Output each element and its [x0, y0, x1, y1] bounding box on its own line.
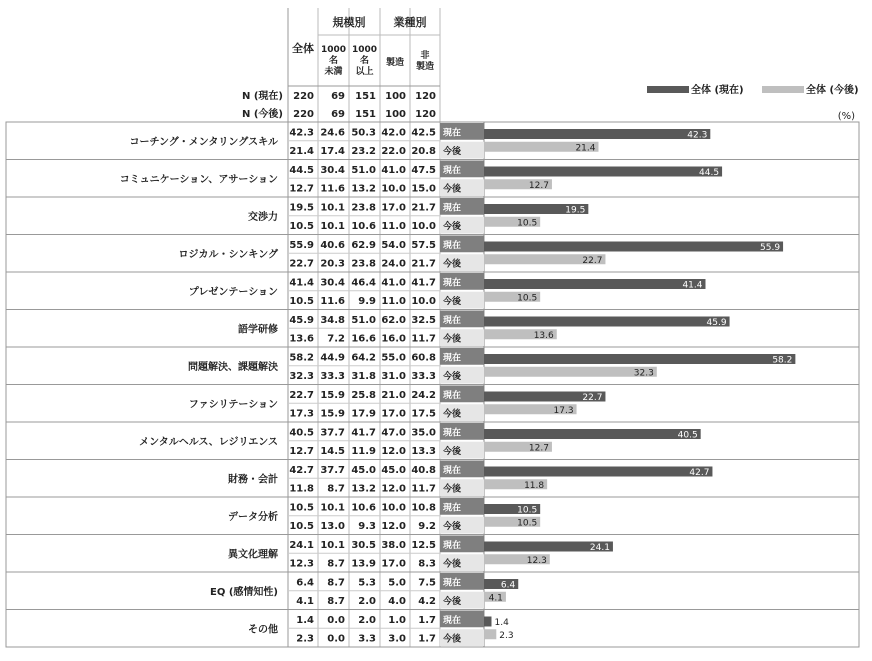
table-cell-value: 17.3 — [289, 408, 314, 420]
bar-current — [484, 167, 722, 177]
bar-value-label: 12.7 — [528, 443, 549, 454]
table-cell-value: 10.1 — [320, 221, 345, 233]
row-tag: 今後 — [443, 372, 462, 383]
table-cell-value: 51.0 — [351, 164, 376, 176]
table-cell-value: 11.7 — [411, 483, 436, 495]
table-cell-value: 13.3 — [411, 446, 436, 458]
table-cell-value: 33.3 — [411, 371, 436, 383]
table-cell-value: 11.7 — [411, 333, 436, 345]
table-cell-value: 22.7 — [289, 389, 314, 401]
table-cell-value: 16.6 — [351, 333, 376, 345]
header-total: 全体 — [292, 42, 314, 55]
bar-value-label: 32.3 — [633, 368, 654, 379]
table-cell-value: 12.0 — [381, 521, 406, 533]
row-tag: 今後 — [443, 184, 462, 195]
table-cell-value: 9.3 — [358, 521, 376, 533]
table-cell-value: 55.9 — [289, 239, 314, 251]
table-cell-value: 3.0 — [388, 633, 406, 645]
table-cell-value: 45.9 — [289, 314, 314, 326]
table-cell-value: 17.5 — [411, 408, 436, 420]
n-row-value: 151 — [355, 109, 376, 120]
table-cell-value: 31.0 — [381, 371, 406, 383]
table-cell-value: 5.3 — [358, 577, 376, 589]
row-tag: 現在 — [443, 465, 462, 476]
row-tag: 現在 — [443, 165, 462, 176]
table-cell-value: 23.8 — [351, 202, 376, 214]
table-cell-value: 7.5 — [418, 577, 436, 589]
category-label: 財務・会計 — [228, 474, 278, 486]
bar-current — [484, 279, 705, 289]
table-cell-value: 10.0 — [381, 183, 406, 195]
table-cell-value: 10.5 — [289, 221, 314, 233]
bar-value-label: 17.3 — [553, 405, 574, 416]
row-tag: 現在 — [443, 390, 462, 401]
category-label: 交渉力 — [248, 211, 278, 223]
header-col-large: 1000 名以上 — [351, 45, 378, 77]
bar-future — [484, 367, 657, 377]
bar-value-label: 1.4 — [494, 618, 509, 628]
table-cell-value: 0.0 — [327, 614, 345, 626]
table-cell-value: 11.8 — [289, 483, 314, 495]
table-cell-value: 13.9 — [351, 558, 376, 570]
bar-value-label: 11.8 — [524, 480, 545, 491]
table-cell-value: 10.6 — [351, 221, 376, 233]
table-cell-value: 10.5 — [289, 296, 314, 308]
table-cell-value: 50.3 — [351, 127, 376, 139]
bar-future — [484, 629, 496, 639]
bar-value-label: 22.7 — [582, 393, 603, 403]
table-cell-value: 41.0 — [381, 277, 406, 289]
bar-value-label: 22.7 — [582, 255, 603, 266]
row-tag: 今後 — [443, 484, 462, 495]
table-cell-value: 2.0 — [358, 596, 376, 608]
bar-value-label: 19.5 — [565, 205, 586, 216]
table-cell-value: 17.4 — [320, 146, 345, 158]
table-cell-value: 4.2 — [418, 596, 436, 608]
table-cell-value: 4.1 — [296, 596, 314, 608]
table-cell-value: 11.9 — [351, 446, 376, 458]
table-cell-value: 21.4 — [289, 146, 314, 158]
row-tag: 今後 — [443, 222, 462, 233]
table-cell-value: 10.6 — [351, 502, 376, 514]
n-row-value: 120 — [415, 91, 436, 102]
table-cell-value: 47.5 — [411, 164, 436, 176]
category-label: プレゼンテーション — [188, 286, 278, 298]
table-cell-value: 22.7 — [289, 258, 314, 270]
bar-value-label: 21.4 — [575, 143, 596, 154]
table-cell-value: 8.3 — [418, 558, 436, 570]
table-cell-value: 38.0 — [381, 539, 406, 551]
table-cell-value: 45.0 — [381, 464, 406, 476]
row-tag: 現在 — [443, 128, 462, 139]
row-tag: 現在 — [443, 353, 462, 364]
category-label: ファシリテーション — [188, 399, 278, 411]
bar-current — [484, 242, 783, 252]
table-cell-value: 37.7 — [320, 427, 345, 439]
table-cell-value: 22.0 — [381, 146, 406, 158]
table-cell-value: 60.8 — [411, 352, 436, 364]
table-cell-value: 19.5 — [289, 202, 314, 214]
table-cell-value: 8.7 — [327, 577, 345, 589]
header-col-non-manufacturing: 非製造 — [415, 51, 435, 72]
table-cell-value: 42.7 — [289, 464, 314, 476]
table-cell-value: 2.3 — [296, 633, 314, 645]
table-cell-value: 21.0 — [381, 389, 406, 401]
bar-current — [484, 467, 712, 477]
table-cell-value: 24.2 — [411, 389, 436, 401]
table-cell-value: 12.0 — [381, 483, 406, 495]
table-cell-value: 10.5 — [289, 521, 314, 533]
row-tag: 今後 — [443, 147, 462, 158]
table-cell-value: 24.0 — [381, 258, 406, 270]
table-cell-value: 31.8 — [351, 371, 376, 383]
table-cell-value: 47.0 — [381, 427, 406, 439]
row-tag: 今後 — [443, 522, 462, 533]
table-cell-value: 21.7 — [411, 202, 436, 214]
table-cell-value: 51.0 — [351, 314, 376, 326]
n-row-value: 151 — [355, 91, 376, 102]
row-tag: 今後 — [443, 447, 462, 458]
bar-current — [484, 429, 701, 439]
row-tag: 現在 — [443, 578, 462, 589]
category-label: 異文化理解 — [228, 549, 278, 561]
table-cell-value: 62.0 — [381, 314, 406, 326]
table-cell-value: 17.9 — [351, 408, 376, 420]
bar-value-label: 10.5 — [517, 518, 538, 529]
n-row-value: 220 — [293, 91, 314, 102]
n-row-value: 100 — [385, 91, 406, 102]
bar-value-label: 55.9 — [760, 243, 781, 253]
table-cell-value: 5.0 — [388, 577, 406, 589]
table-cell-value: 40.5 — [289, 427, 314, 439]
row-tag: 今後 — [443, 259, 462, 270]
table-cell-value: 64.2 — [351, 352, 376, 364]
table-cell-value: 6.4 — [296, 577, 314, 589]
bar-value-label: 6.4 — [500, 580, 516, 591]
table-cell-value: 10.0 — [411, 296, 436, 308]
table-cell-value: 44.9 — [320, 352, 345, 364]
row-tag: 現在 — [443, 278, 462, 289]
n-row-value: 120 — [415, 109, 436, 120]
table-cell-value: 1.4 — [296, 614, 314, 626]
bar-value-label: 24.1 — [589, 543, 610, 553]
table-cell-value: 30.4 — [320, 277, 345, 289]
table-cell-value: 41.7 — [351, 427, 376, 439]
bar-current — [484, 617, 491, 627]
table-cell-value: 10.1 — [320, 202, 345, 214]
header-industry-group: 業種別 — [393, 16, 427, 29]
table-cell-value: 1.7 — [418, 614, 436, 626]
n-row-value: 100 — [385, 109, 406, 120]
table-cell-value: 16.0 — [381, 333, 406, 345]
table-cell-value: 10.1 — [320, 539, 345, 551]
table-cell-value: 12.7 — [289, 183, 314, 195]
row-tag: 今後 — [443, 409, 462, 420]
category-label: コーチング・メンタリングスキル — [129, 136, 278, 148]
table-cell-value: 42.5 — [411, 127, 436, 139]
table-cell-value: 4.0 — [388, 596, 406, 608]
bar-value-label: 10.5 — [517, 505, 538, 516]
table-cell-value: 41.7 — [411, 277, 436, 289]
bar-value-label: 10.5 — [517, 218, 538, 229]
header-col-manufacturing: 製造 — [385, 58, 405, 68]
table-cell-value: 42.0 — [381, 127, 406, 139]
bar-value-label: 10.5 — [517, 293, 538, 304]
table-cell-value: 11.0 — [381, 221, 406, 233]
table-cell-value: 9.9 — [358, 296, 376, 308]
legend-label-future: 全体 (今後) — [806, 85, 859, 96]
table-cell-value: 12.5 — [411, 539, 436, 551]
table-cell-value: 7.2 — [327, 333, 345, 345]
table-cell-value: 34.8 — [320, 314, 345, 326]
table-cell-value: 40.8 — [411, 464, 436, 476]
table-cell-value: 35.0 — [411, 427, 436, 439]
table-cell-value: 10.0 — [411, 221, 436, 233]
table-cell-value: 10.0 — [381, 502, 406, 514]
category-label: ロジカル・シンキング — [178, 249, 278, 261]
bar-value-label: 58.2 — [772, 355, 793, 366]
header-scale-group: 規模別 — [332, 16, 366, 29]
bar-value-label: 44.5 — [699, 168, 720, 178]
bar-value-label: 42.3 — [687, 130, 708, 141]
n-row-label: N (現在) — [242, 91, 283, 102]
table-cell-value: 23.2 — [351, 146, 376, 158]
table-cell-value: 9.2 — [418, 521, 436, 533]
table-cell-value: 62.9 — [351, 239, 376, 251]
n-row-value: 69 — [331, 109, 345, 120]
bar-current — [484, 354, 795, 364]
row-tag: 今後 — [443, 597, 462, 608]
table-cell-value: 41.0 — [381, 164, 406, 176]
row-tag: 現在 — [443, 503, 462, 514]
table-cell-value: 41.4 — [289, 277, 314, 289]
bar-value-label: 40.5 — [677, 430, 698, 441]
bar-value-label: 12.7 — [528, 180, 549, 191]
row-tag: 現在 — [443, 203, 462, 214]
table-cell-value: 44.5 — [289, 164, 314, 176]
n-row-label: N (今後) — [242, 109, 283, 120]
bar-value-label: 2.3 — [499, 630, 514, 641]
bar-value-label: 12.3 — [526, 555, 547, 566]
table-cell-value: 32.5 — [411, 314, 436, 326]
row-tag: 今後 — [443, 297, 462, 308]
n-row-value: 69 — [331, 91, 345, 102]
table-cell-value: 8.7 — [327, 596, 345, 608]
row-tag: 今後 — [443, 559, 462, 570]
table-cell-value: 10.8 — [411, 502, 436, 514]
table-cell-value: 32.3 — [289, 371, 314, 383]
table-cell-value: 1.0 — [388, 614, 406, 626]
row-tag: 今後 — [443, 334, 462, 345]
category-label: 問題解決、課題解決 — [188, 361, 278, 373]
bar-value-label: 45.9 — [706, 318, 727, 328]
table-cell-value: 23.8 — [351, 258, 376, 270]
category-label: メンタルヘルス、レジリエンス — [139, 436, 278, 448]
table-cell-value: 54.0 — [381, 239, 406, 251]
header-col-small: 1000 名未満 — [320, 45, 347, 77]
category-label: EQ (感情知性) — [210, 586, 278, 598]
table-cell-value: 1.7 — [418, 633, 436, 645]
table-cell-value: 2.0 — [358, 614, 376, 626]
category-label: 語学研修 — [238, 324, 278, 336]
table-cell-value: 57.5 — [411, 239, 436, 251]
table-cell-value: 11.6 — [320, 183, 345, 195]
bar-value-label: 42.7 — [689, 468, 710, 478]
category-label: コミュニケーション、アサーション — [119, 174, 278, 186]
table-cell-value: 11.0 — [381, 296, 406, 308]
category-label: データ分析 — [228, 511, 278, 523]
unit-label: (%) — [837, 111, 855, 122]
bar-value-label: 13.6 — [533, 330, 554, 341]
table-cell-value: 58.2 — [289, 352, 314, 364]
table-cell-value: 37.7 — [320, 464, 345, 476]
table-cell-value: 12.3 — [289, 558, 314, 570]
table-cell-value: 20.3 — [320, 258, 345, 270]
bar-current — [484, 129, 710, 139]
n-row-value: 220 — [293, 109, 314, 120]
bar-current — [484, 317, 730, 327]
table-cell-value: 13.2 — [351, 483, 376, 495]
table-cell-value: 11.6 — [320, 296, 345, 308]
table-cell-value: 12.0 — [381, 446, 406, 458]
table-cell-value: 33.3 — [320, 371, 345, 383]
table-cell-value: 24.1 — [289, 539, 314, 551]
row-tag: 今後 — [443, 634, 462, 645]
table-cell-value: 25.8 — [351, 389, 376, 401]
table-cell-value: 15.9 — [320, 408, 345, 420]
table-cell-value: 30.4 — [320, 164, 345, 176]
table-cell-value: 17.0 — [381, 202, 406, 214]
table-cell-value: 13.6 — [289, 333, 314, 345]
table-cell-value: 21.7 — [411, 258, 436, 270]
legend-label-current: 全体 (現在) — [691, 85, 744, 96]
table-cell-value: 8.7 — [327, 483, 345, 495]
table-cell-value: 13.2 — [351, 183, 376, 195]
table-cell-value: 12.7 — [289, 446, 314, 458]
row-tag: 現在 — [443, 540, 462, 551]
table-cell-value: 42.3 — [289, 127, 314, 139]
table-cell-value: 20.8 — [411, 146, 436, 158]
table-cell-value: 17.0 — [381, 558, 406, 570]
table-cell-value: 10.5 — [289, 502, 314, 514]
table-cell-value: 30.5 — [351, 539, 376, 551]
table-cell-value: 55.0 — [381, 352, 406, 364]
category-label: その他 — [248, 624, 278, 636]
table-cell-value: 0.0 — [327, 633, 345, 645]
table-cell-value: 40.6 — [320, 239, 345, 251]
table-cell-value: 17.0 — [381, 408, 406, 420]
legend-swatch-future — [762, 86, 804, 93]
table-cell-value: 45.0 — [351, 464, 376, 476]
table-cell-value: 3.3 — [358, 633, 376, 645]
row-tag: 現在 — [443, 615, 462, 626]
legend-swatch-current — [647, 86, 689, 93]
row-tag: 現在 — [443, 428, 462, 439]
table-cell-value: 13.0 — [320, 521, 345, 533]
table-cell-value: 46.4 — [351, 277, 376, 289]
row-tag: 現在 — [443, 315, 462, 326]
table-cell-value: 24.6 — [320, 127, 345, 139]
row-tag: 現在 — [443, 240, 462, 251]
table-cell-value: 14.5 — [320, 446, 345, 458]
table-cell-value: 15.0 — [411, 183, 436, 195]
table-cell-value: 10.1 — [320, 502, 345, 514]
table-cell-value: 15.9 — [320, 389, 345, 401]
bar-value-label: 4.1 — [488, 593, 503, 604]
table-cell-value: 8.7 — [327, 558, 345, 570]
bar-value-label: 41.4 — [682, 280, 703, 291]
